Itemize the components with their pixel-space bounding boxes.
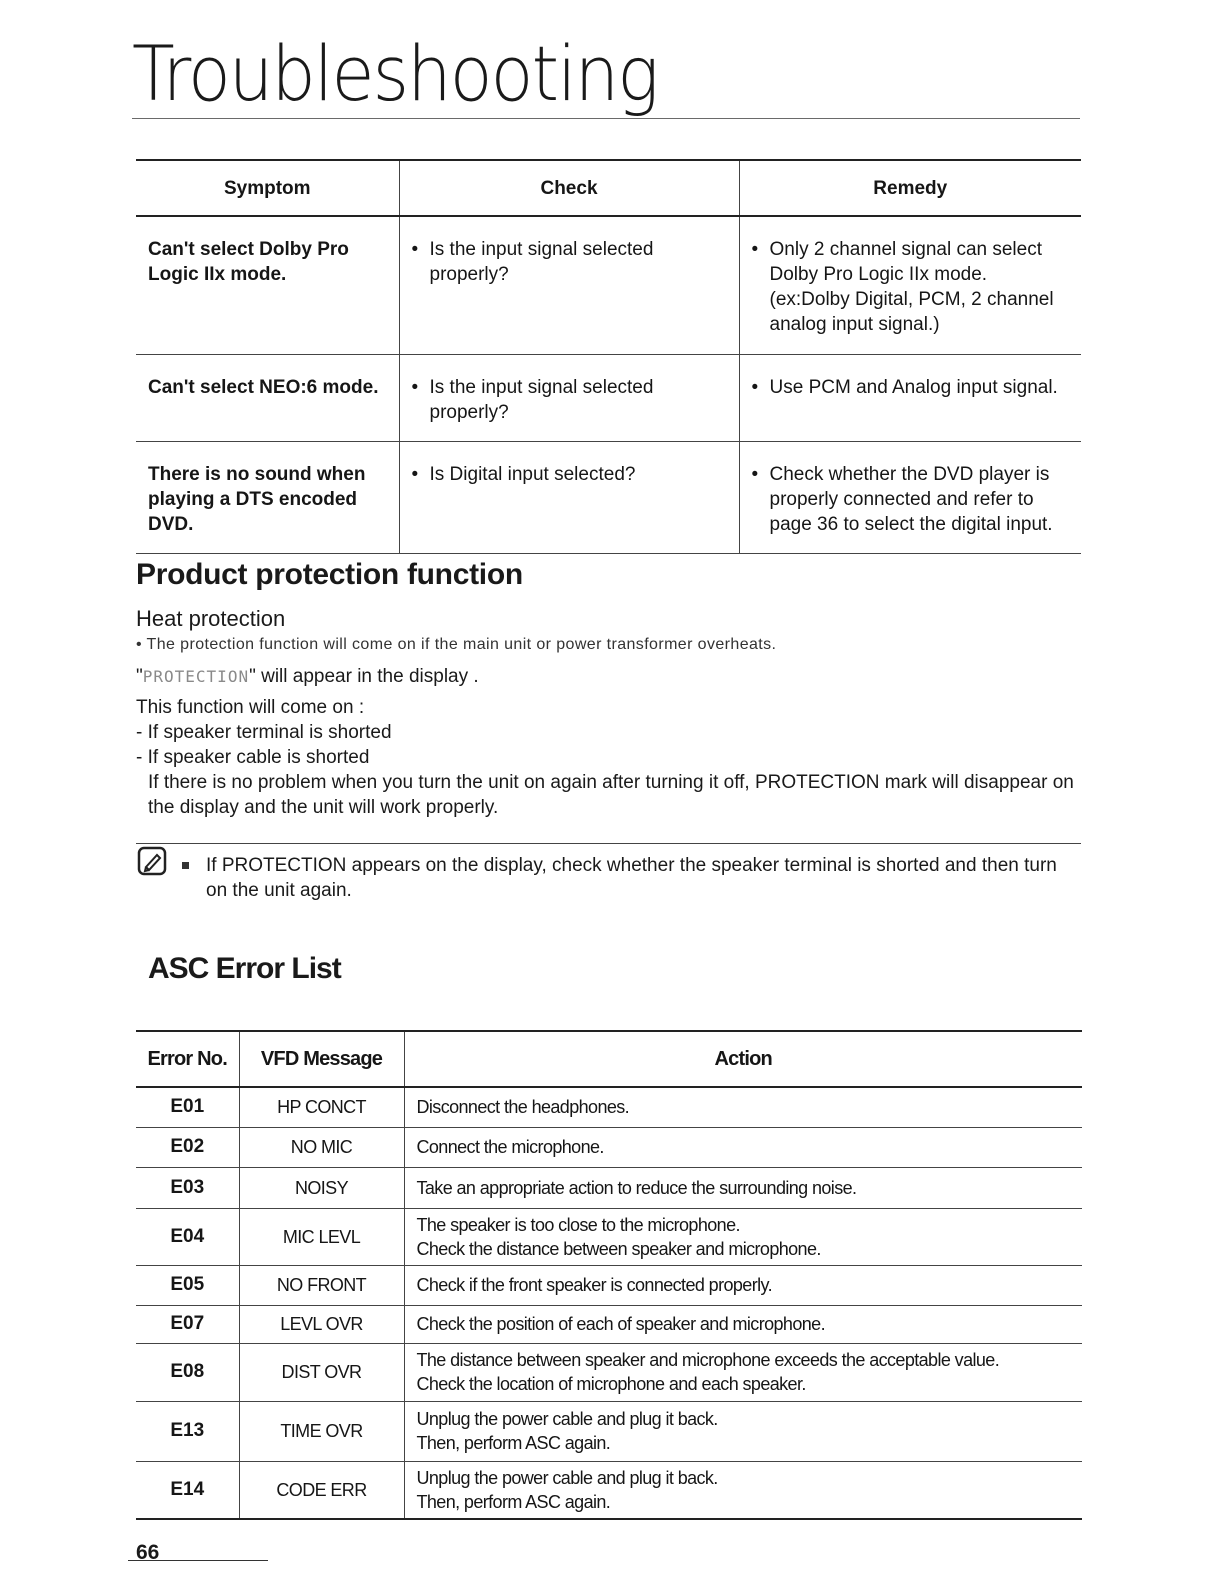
table-row — [136, 216, 1081, 354]
table-row — [136, 1208, 1082, 1265]
symptom-cell: Can't select Dolby Pro Logic IIx mode. — [136, 216, 399, 354]
bullet: • — [751, 239, 759, 260]
error-number: E04 — [136, 1208, 239, 1265]
note-text: If PROTECTION appears on the display, check whether the speaker terminal is shorted and then turn on the unit again. — [206, 855, 1057, 901]
troubleshooting-table — [136, 159, 1081, 554]
error-number: E03 — [136, 1167, 239, 1208]
check-cell — [399, 441, 739, 553]
asc-error-table — [136, 1030, 1082, 1520]
check-text: Is Digital input selected? — [429, 463, 636, 485]
action-cell — [404, 1461, 1082, 1519]
bullet: • — [411, 376, 419, 398]
protection-paragraph: If there is no problem when you turn the unit on again after turning it off, PROTECTION mark will disappear on the display and the unit will work properly. — [148, 772, 1074, 818]
table-row — [136, 1461, 1082, 1519]
condition-line: - If speaker terminal is shorted — [136, 722, 392, 743]
page-number: 66 — [136, 1541, 160, 1564]
asc-header-row — [136, 1031, 1082, 1087]
bullet: • — [411, 239, 419, 260]
note-rule — [136, 843, 1081, 844]
action-line: Check the distance between speaker and microphone. — [416, 1238, 821, 1259]
error-number: E01 — [136, 1087, 239, 1127]
condition-line: This function will come on : — [136, 697, 365, 718]
error-number: E13 — [136, 1401, 239, 1461]
action-cell — [404, 1401, 1082, 1461]
action-line: The speaker is too close to the microphone. — [416, 1214, 740, 1235]
header-action: Action — [404, 1031, 1082, 1087]
protection-display-word: PROTECTION — [142, 667, 250, 686]
note-bullet-square — [182, 862, 189, 869]
table-row — [136, 1343, 1082, 1401]
error-number: E05 — [136, 1265, 239, 1305]
error-number: E08 — [136, 1343, 239, 1401]
action-line: Take an appropriate action to reduce the surrounding noise. — [416, 1177, 857, 1198]
header-remedy: Remedy — [739, 160, 1081, 216]
vfd-message: LEVL OVR — [239, 1305, 404, 1343]
action-line: Unplug the power cable and plug it back. — [416, 1467, 718, 1488]
condition-line: - If speaker cable is shorted — [136, 747, 370, 768]
table-row — [136, 1167, 1082, 1208]
action-line: Check if the front speaker is connected properly. — [416, 1275, 772, 1295]
error-number: E07 — [136, 1305, 239, 1343]
product-protection-heading: Product protection function — [136, 558, 523, 591]
action-line: Then, perform ASC again. — [416, 1433, 611, 1453]
error-number: E02 — [136, 1127, 239, 1167]
action-line: Then, perform ASC again. — [416, 1491, 611, 1512]
table-row — [136, 1087, 1082, 1127]
open-quote: " — [136, 666, 143, 687]
vfd-message: CODE ERR — [239, 1461, 404, 1519]
bullet: • — [751, 376, 759, 398]
action-cell — [404, 1127, 1082, 1167]
symptom-cell: Can't select NEO:6 mode. — [136, 354, 399, 441]
action-cell — [404, 1265, 1082, 1305]
note-pencil-icon — [137, 846, 167, 876]
vfd-message: TIME OVR — [239, 1401, 404, 1461]
page-title: Troubleshooting — [132, 29, 658, 118]
protection-display-line — [136, 664, 479, 689]
protection-conditions — [136, 695, 392, 770]
remedy-cell — [739, 441, 1081, 553]
title-rule — [132, 118, 1080, 119]
check-text: Is the input signal selected properly? — [429, 376, 654, 423]
vfd-message: MIC LEVL — [239, 1208, 404, 1265]
heat-protection-subheading: Heat protection — [136, 606, 286, 631]
vfd-message: NO MIC — [239, 1127, 404, 1167]
action-cell — [404, 1167, 1082, 1208]
remedy-cell — [739, 354, 1081, 441]
vfd-message: HP CONCT — [239, 1087, 404, 1127]
check-cell — [399, 354, 739, 441]
action-line: Connect the microphone. — [416, 1137, 604, 1157]
action-line: Unplug the power cable and plug it back. — [416, 1409, 718, 1429]
protection-display-rest: " will appear in the display . — [249, 666, 479, 687]
page-number-rule — [128, 1560, 268, 1561]
action-line: Disconnect the headphones. — [416, 1097, 630, 1118]
check-cell — [399, 216, 739, 354]
header-error-no: Error No. — [136, 1031, 239, 1087]
table-row — [136, 1401, 1082, 1461]
vfd-message: NOISY — [239, 1167, 404, 1208]
action-line: The distance between speaker and microphone exceeds the acceptable value. — [416, 1350, 1000, 1370]
table-row — [136, 1305, 1082, 1343]
symptom-cell: There is no sound when playing a DTS encoded DVD. — [136, 441, 399, 553]
vfd-message: DIST OVR — [239, 1343, 404, 1401]
action-cell — [404, 1087, 1082, 1127]
bullet: • — [751, 463, 759, 485]
table-row — [136, 441, 1081, 553]
vfd-message: NO FRONT — [239, 1265, 404, 1305]
action-cell — [404, 1305, 1082, 1343]
action-cell — [404, 1343, 1082, 1401]
remedy-text: Use PCM and Analog input signal. — [769, 376, 1058, 398]
check-text: Is the input signal selected properly? — [429, 239, 654, 285]
remedy-text: Only 2 channel signal can select Dolby Pro Logic IIx mode. (ex:Dolby Digital, PCM, 2 channel analog input signal.) — [769, 239, 1054, 335]
heat-protection-bullet: • The protection function will come on if the main unit or power transformer overheats. — [136, 636, 777, 653]
table-row — [136, 1127, 1082, 1167]
table-row — [136, 354, 1081, 441]
header-check: Check — [399, 160, 739, 216]
action-cell — [404, 1208, 1082, 1265]
remedy-cell — [739, 216, 1081, 354]
error-number: E14 — [136, 1461, 239, 1519]
header-symptom: Symptom — [136, 160, 399, 216]
action-line: Check the position of each of speaker and microphone. — [416, 1314, 825, 1334]
asc-error-list-heading: ASC Error List — [148, 952, 341, 985]
remedy-text: Check whether the DVD player is properly connected and refer to page 36 to select the digital input. — [769, 463, 1053, 535]
troubleshooting-header-row — [136, 160, 1081, 216]
bullet: • — [411, 463, 419, 485]
table-row — [136, 1265, 1082, 1305]
header-vfd-message: VFD Message — [239, 1031, 404, 1087]
action-line: Check the location of microphone and each speaker. — [416, 1374, 806, 1394]
